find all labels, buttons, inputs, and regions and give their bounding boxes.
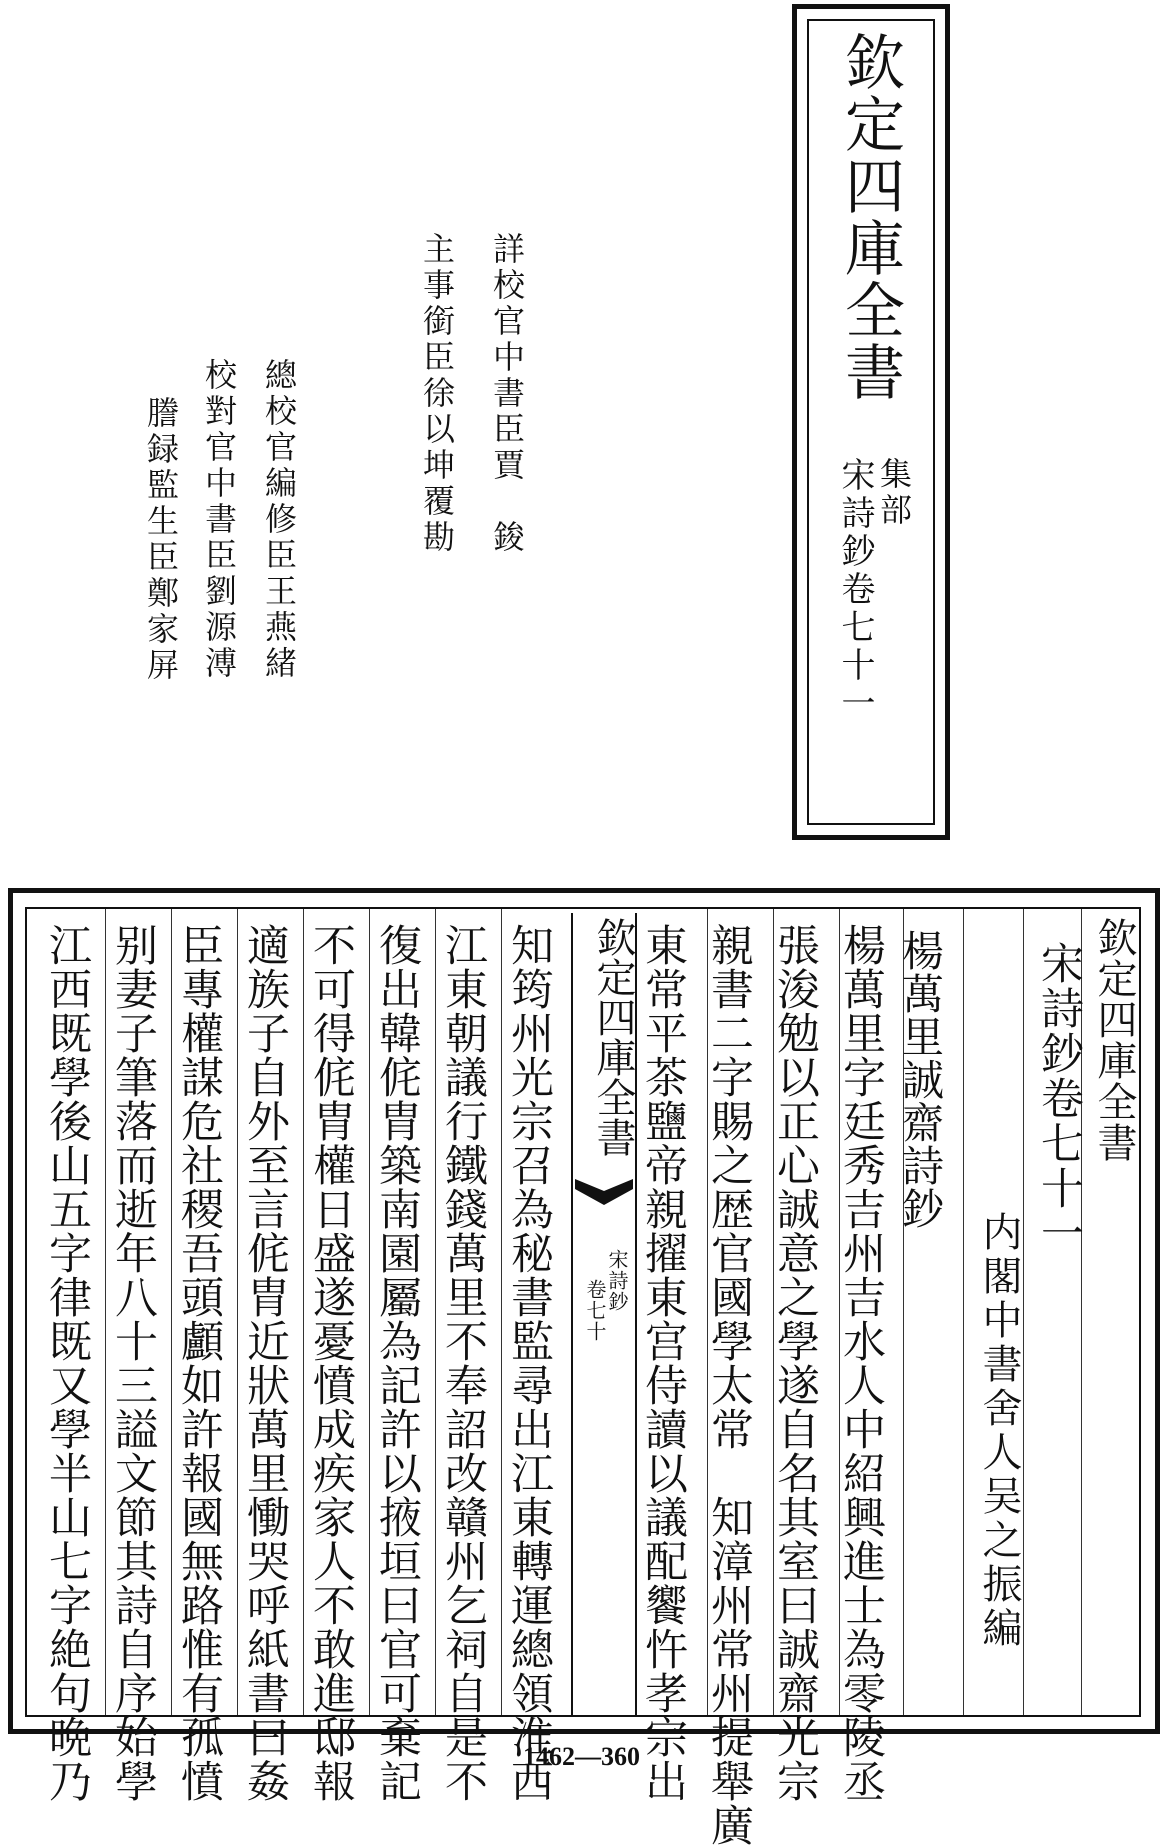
cover-category: 集部	[875, 457, 913, 529]
text-column: 東常平茶鹽帝親擢東宫侍讀以議配饗忤孝宗出	[638, 923, 688, 1803]
column-rule	[501, 909, 502, 1715]
page-number: 1462—360	[523, 1742, 640, 1771]
credit-chief-editor: 總校官編修臣王燕緒	[260, 358, 298, 682]
text-column: 復出韓侂胄築南園屬為記許以掖垣曰官可棄記	[372, 923, 422, 1803]
text-column: 不可得侂胄權日盛遂憂憤成疾家人不敢進邸報	[306, 923, 356, 1803]
column-rule	[963, 909, 964, 1715]
column-rule	[171, 909, 172, 1715]
text-column: 江西既學後山五字律既又學半山七字絶句晩乃	[42, 923, 92, 1803]
credit-copyist: 謄録監生臣鄭家屏	[142, 396, 180, 684]
credit-proofreader: 詳校官中書臣賈 鋑	[488, 232, 526, 556]
cover-title: 欽定四庫全書	[835, 31, 905, 403]
page-header-title: 欽定四庫全書	[1091, 917, 1137, 1163]
text-column: 適族子自外至言侂胄近狀萬里慟哭呼紙書曰姦	[240, 923, 290, 1803]
text-column: 張浚勉以正心誠意之學遂自名其室曰誠齋光宗	[770, 923, 820, 1803]
fold-volume: 卷七十	[583, 1279, 607, 1342]
page-volume-label: 宋詩鈔卷七十一	[1034, 941, 1084, 1256]
center-fold	[571, 913, 637, 1717]
text-column: 别妻子筆落而逝年八十三謚文節其詩自序始學	[108, 923, 158, 1803]
fold-book-title: 宋詩鈔	[605, 1249, 629, 1312]
fish-tail-mark-icon	[573, 1175, 635, 1215]
text-column: 楊萬里字廷秀吉州吉水人中紹興進士為零陵丞	[836, 923, 886, 1803]
column-rule	[369, 909, 370, 1715]
column-rule	[303, 909, 304, 1715]
fold-title: 欽定四庫全書	[590, 917, 636, 1157]
text-column: 親書二字賜之歴官國學太常 知漳州常州提舉廣	[704, 923, 754, 1847]
cover-label	[792, 4, 950, 840]
column-rule	[105, 909, 106, 1715]
credit-collator: 校對官中書臣劉源溥	[200, 358, 238, 682]
text-column: 江東朝議行鐵錢萬里不奉詔改贛州乞祠自是不	[438, 923, 488, 1803]
section-title: 楊萬里誠齋詩鈔	[896, 929, 945, 1230]
text-column: 臣專權謀危社稷吾頭顱如許報國無路惟有孤憤	[174, 923, 224, 1803]
cover-volume: 宋詩鈔卷七十一	[835, 457, 875, 723]
text-column: 知筠州光宗召為秘書監尋出江東轉運總領淮西	[504, 923, 554, 1803]
page-compiler: 内閣中書舍人吴之振編	[976, 1211, 1022, 1651]
column-rule	[237, 909, 238, 1715]
column-rule	[435, 909, 436, 1715]
credit-reviewer: 主事銜臣徐以坤覆勘	[418, 232, 456, 556]
